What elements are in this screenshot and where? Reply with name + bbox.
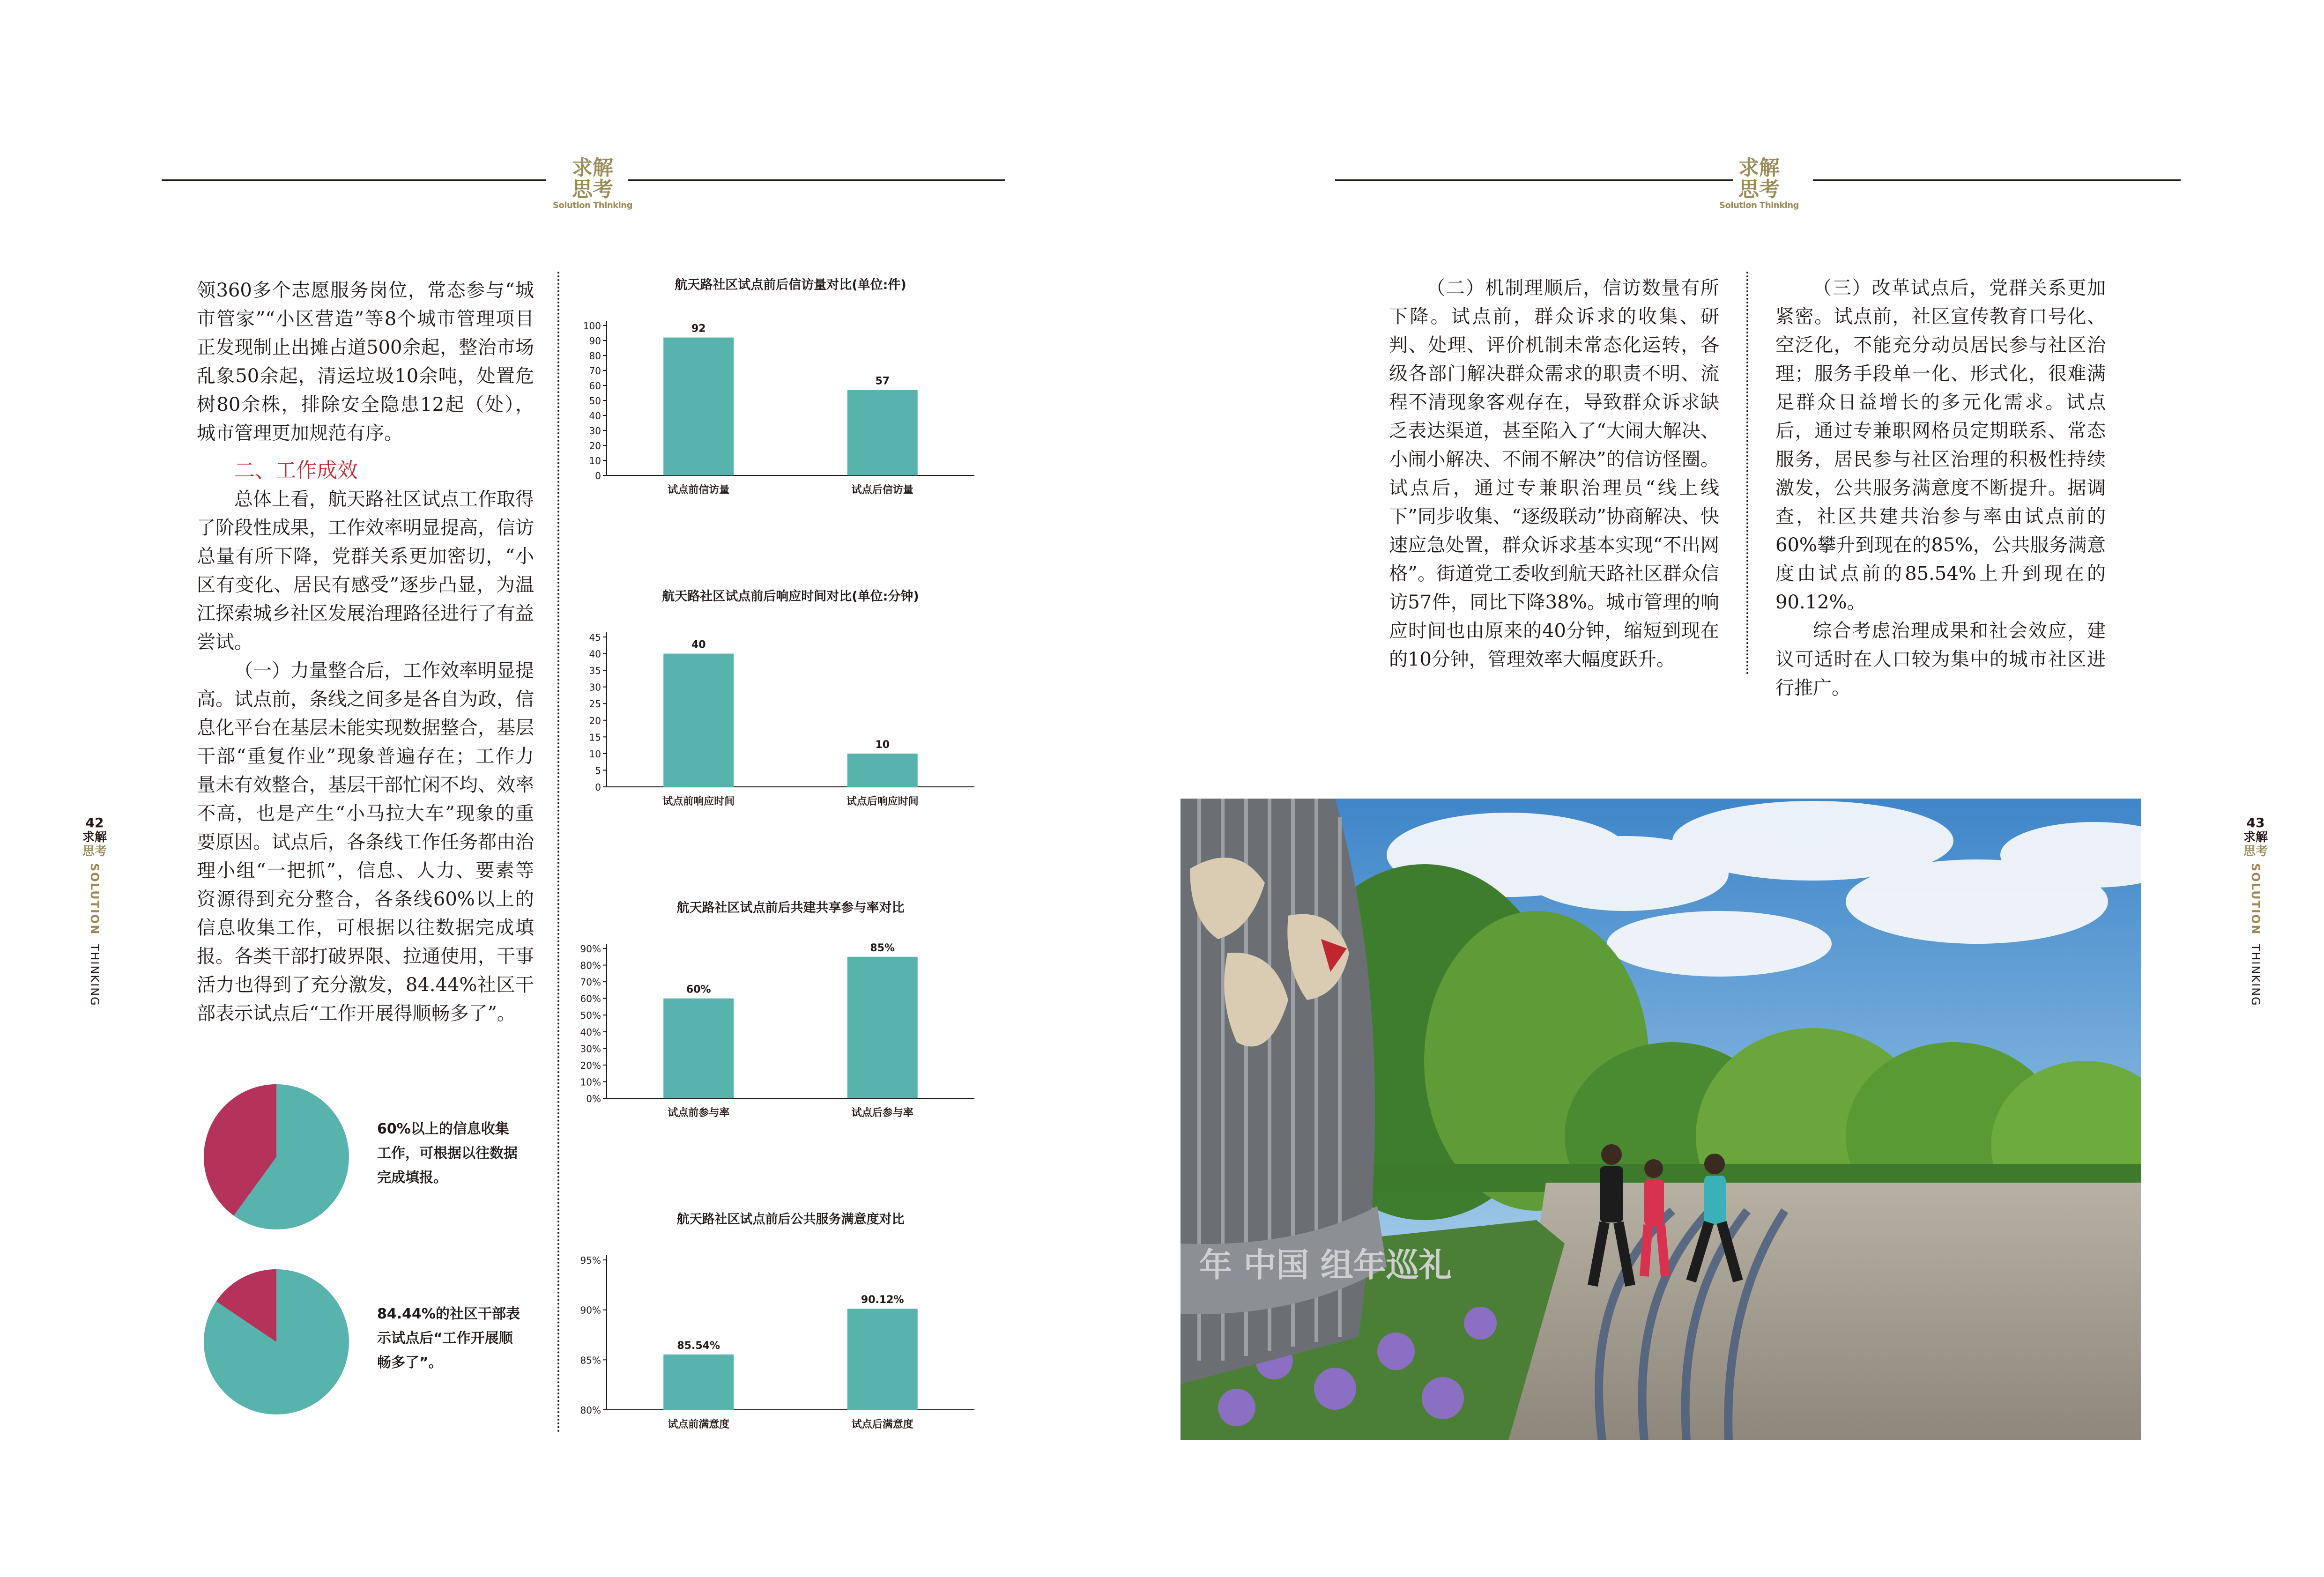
category-label: 试点前满意度 [668, 1419, 730, 1430]
left-text-column [197, 276, 534, 1028]
brand-line1: 求解 [1738, 156, 1780, 180]
right-header-rule-right [1813, 179, 2181, 181]
paragraph-mechanism: （二）机制理顺后，信访数量有所下降。试点前，群众诉求的收集、研判、处理、评价机制未常态化运转，各级各部门解决群众需求的职责不明、流程不清现象客观存在，导致群众诉求缺乏表达渠道，甚至陷入了“大闹大解决、小闹小解决、不闹不解决”的信访怪圈。试点后，通过专兼职治理员“线上线下”同步收集、“逐级联动”协商解决、快速应急处置，群众诉求基本实现“不出网格”。街道党工委收到航天路社区群众信访57件，同比下降38%。城市管理的响应时间也由原来的40分钟，缩短到现在的10分钟，管理效率大幅度跃升。 [1389, 277, 1719, 670]
paragraph-conclusion: 综合考虑治理成果和社会效应，建议可适时在人口较为集中的城市社区进行推广。 [1775, 620, 2106, 699]
bar-1 [663, 999, 734, 1098]
pie-chart-2 [201, 1267, 351, 1417]
y-tick-label: 40% [580, 1026, 601, 1038]
y-tick-label: 0 [595, 470, 601, 481]
chart-title: 航天路社区试点前后响应时间对比(单位:分钟) [662, 589, 919, 604]
paragraph-2: 总体上看，航天路社区试点工作取得了阶段性成果，工作效率明显提高，信访总量有所下降，党群关系更加密切，“小区有变化、居民有感受”逐步凸显，为温江探索城乡社区发展治理路径进行了有益尝试。 [197, 489, 534, 653]
brand-line1: 求解 [572, 156, 613, 180]
left-column-divider [557, 272, 559, 1433]
data-label: 40 [691, 639, 706, 651]
category-label: 试点后参与率 [851, 1107, 913, 1119]
side-title-en [2249, 863, 2262, 1007]
bar-2 [847, 957, 918, 1098]
side-title-cn-1: 求解 [82, 830, 107, 844]
y-tick-label: 0 [595, 782, 601, 793]
y-tick-label: 95% [580, 1255, 601, 1266]
page-number: 42 [85, 815, 104, 830]
y-tick-label: 30 [589, 681, 601, 693]
side-en-2: THINKING [2249, 944, 2262, 1007]
bar-1 [663, 338, 734, 475]
category-label: 试点前参与率 [668, 1107, 730, 1119]
right-column-divider [1746, 272, 1748, 674]
side-en-1: SOLUTION [88, 863, 101, 935]
category-label: 试点后满意度 [851, 1419, 913, 1430]
data-label: 85% [870, 942, 895, 954]
y-tick-label: 35 [589, 665, 601, 677]
y-tick-label: 50% [580, 1010, 601, 1022]
y-tick-label: 60% [580, 993, 601, 1005]
bar-2 [847, 390, 918, 475]
right-text-column-2 [1775, 274, 2106, 703]
y-tick-label: 10 [589, 455, 601, 466]
right-text-column-1 [1389, 274, 1719, 674]
community-square-photo [1181, 799, 2141, 1440]
left-page-side-marker [81, 815, 109, 1007]
y-tick-label: 30% [580, 1043, 601, 1055]
bar-chart-response-time [572, 581, 1002, 824]
y-tick-label: 90 [589, 335, 601, 347]
data-label: 85.54% [677, 1340, 720, 1352]
paragraph-3: （一）力量整合后，工作效率明显提高。试点前，条线之间多是各自为政，信息化平台在基层未能实现数据整合，基层干部“重复作业”现象普遍存在；工作力量未有效整合，基层干部忙闲不均、效率不高，也是产生“小马拉大车”现象的重要原因。试点后，各条线工作任务都由治理小组“一把抓”，信息、人力、要素等资源得到充分整合，各条线60%以上的信息收集工作，可根据以往数据完成填报。各类干部打破界限、拉通使用，干事活力也得到了充分激发，84.44%社区干部表示试点后“工作开展得顺畅多了”。 [197, 660, 534, 1024]
brand-line3: Solution Thinking [1719, 200, 1799, 210]
y-tick-label: 80 [589, 350, 601, 362]
left-brand-logo [546, 157, 639, 211]
y-tick-label: 50 [589, 395, 601, 407]
y-tick-label: 100 [583, 320, 601, 332]
side-title-cn-2: 思考 [2243, 844, 2268, 859]
brand-line2: 思考 [1738, 178, 1780, 201]
y-tick-label: 20 [589, 440, 601, 452]
chart-title: 航天路社区试点前后信访量对比(单位:件) [675, 278, 906, 292]
category-label: 试点后响应时间 [846, 796, 919, 807]
y-tick-label: 20 [589, 715, 601, 726]
bar-2 [847, 1309, 918, 1410]
y-tick-label: 85% [580, 1355, 601, 1366]
brand-line3: Solution Thinking [553, 200, 632, 210]
chart-title: 航天路社区试点前后共建共享参与率对比 [676, 901, 905, 915]
y-tick-label: 40 [589, 410, 601, 422]
right-page-side-marker [2242, 815, 2270, 1007]
y-tick-label: 20% [580, 1059, 601, 1071]
bar-2 [847, 754, 918, 787]
y-tick-label: 40 [589, 648, 601, 660]
side-en-1: SOLUTION [2249, 863, 2262, 935]
y-tick-label: 70 [589, 365, 601, 377]
bar-chart-participation [572, 892, 1002, 1136]
y-tick-label: 10% [580, 1076, 601, 1088]
bar-chart-satisfaction [572, 1204, 1002, 1447]
right-header-rule-left [1335, 179, 1733, 181]
pie-chart-1 [201, 1082, 351, 1232]
left-header-rule-left [162, 179, 546, 181]
side-en-2: THINKING [88, 944, 101, 1007]
bar-1 [663, 654, 734, 787]
bar-chart-petitions [572, 269, 1002, 513]
y-tick-label: 70% [580, 977, 601, 988]
side-title-en [88, 863, 101, 1007]
y-tick-label: 25 [589, 698, 601, 710]
data-label: 60% [686, 984, 711, 996]
category-label: 试点前响应时间 [662, 796, 735, 807]
y-tick-label: 90% [580, 1304, 601, 1316]
y-tick-label: 45 [589, 632, 601, 643]
y-tick-label: 15 [589, 732, 601, 743]
y-tick-label: 80% [580, 960, 601, 971]
paragraph-1: 领360多个志愿服务岗位，常态参与“城市管家”“小区营造”等8个城市管理项目正发现制止出摊占道500余起，整治市场乱象50余起，清运垃圾10余吨，处置危树80余株，排除安全隐患12起（处），城市管理更加规范有序。 [197, 280, 534, 444]
y-tick-label: 30 [589, 425, 601, 437]
data-label: 10 [875, 739, 890, 751]
data-label: 57 [875, 375, 890, 387]
category-label: 试点前信访量 [668, 484, 730, 496]
y-tick-label: 60 [589, 380, 601, 392]
brand-line2: 思考 [572, 178, 613, 201]
side-title-cn-1: 求解 [2243, 830, 2268, 844]
right-brand-logo [1712, 157, 1806, 211]
y-tick-label: 5 [595, 765, 601, 777]
sign-text: 年 中国 组年巡礼 [1199, 1246, 1452, 1284]
side-title-cn-2: 思考 [82, 844, 107, 859]
data-label: 92 [691, 323, 706, 335]
left-header-rule-right [628, 179, 1005, 181]
pie-caption-2: 84.44%的社区干部表示试点后“工作开展顺畅多了”。 [377, 1306, 520, 1371]
y-tick-label: 90% [580, 943, 601, 955]
paragraph-relations: （三）改革试点后，党群关系更加紧密。试点前，社区宣传教育口号化、空泛化，不能充分动员居民参与社区治理；服务手段单一化、形式化，很难满足群众日益增长的多元化需求。试点后，通过专兼职网格员定期联系、常态服务，居民参与社区治理的积极性持续激发，公共服务满意度不断提升。据调查，社区共建共治参与率由试点前的60%攀升到现在的85%，公共服务满意度由试点前的85.54%上升到现在的90.12%。 [1775, 277, 2106, 613]
data-label: 90.12% [861, 1294, 904, 1306]
pie-caption-1: 60%以上的信息收集工作，可根据以往数据完成填报。 [377, 1121, 518, 1186]
category-label: 试点后信访量 [851, 484, 913, 496]
section-heading: 二、工作成效 [234, 459, 358, 482]
page-number: 43 [2246, 815, 2265, 830]
bar-1 [663, 1355, 734, 1410]
y-tick-label: 0% [586, 1093, 601, 1104]
photo-illustration [1181, 799, 2141, 1440]
chart-title: 航天路社区试点前后公共服务满意度对比 [676, 1212, 905, 1227]
y-tick-label: 10 [589, 748, 601, 760]
y-tick-label: 80% [580, 1405, 601, 1416]
